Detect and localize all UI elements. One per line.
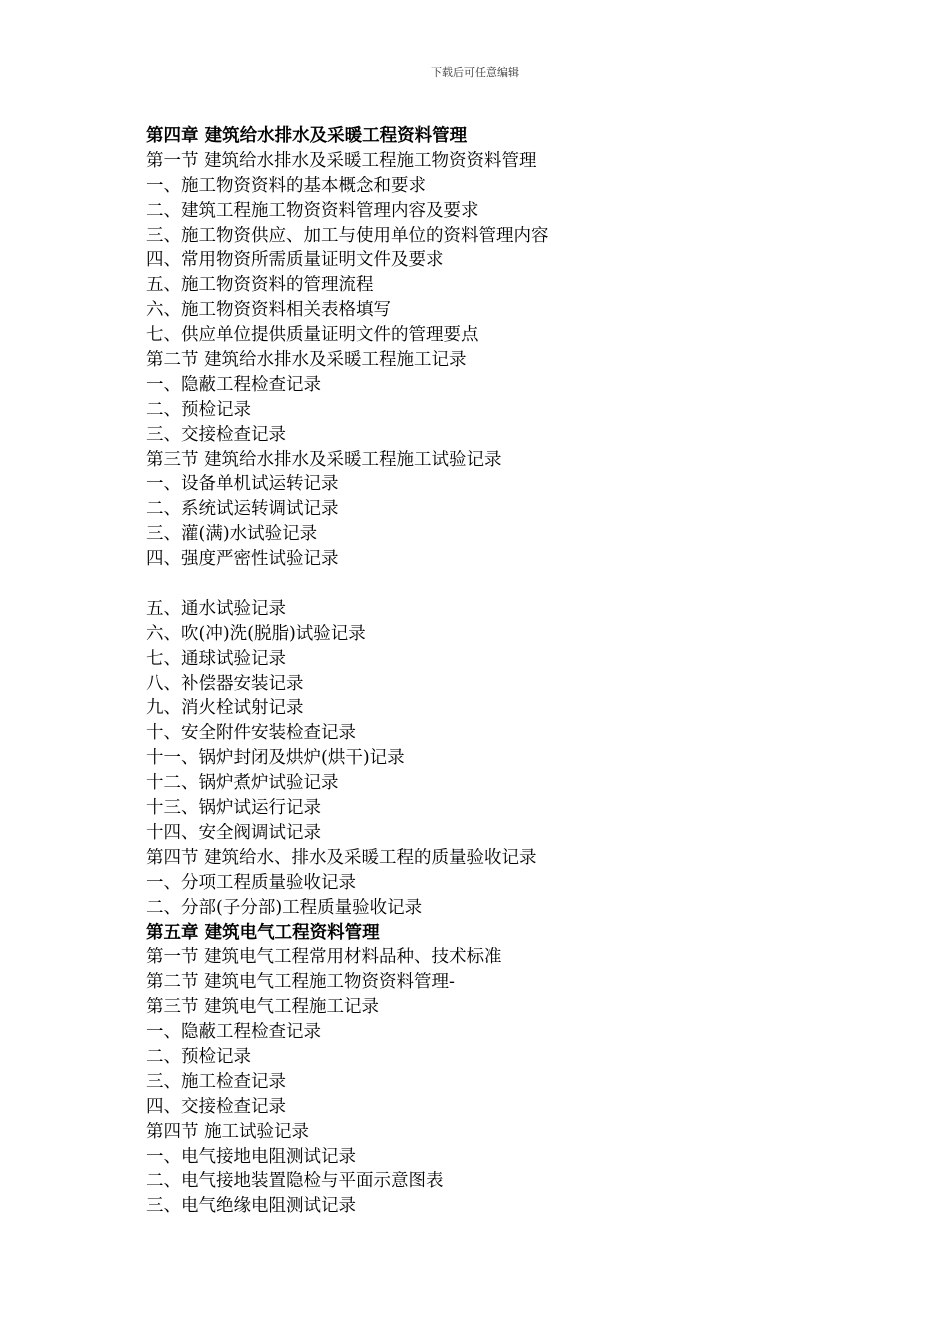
outline-line: 五、施工物资资料的管理流程 (146, 275, 374, 296)
outline-line: 四、交接检查记录 (146, 1096, 286, 1117)
outline-line: 一、隐蔽工程检查记录 (146, 1022, 321, 1043)
outline-line: 一、施工物资资料的基本概念和要求 (146, 175, 426, 196)
chapter-heading: 第五章 建筑电气工程资料管理 (146, 922, 380, 943)
outline-line: 六、施工物资资料相关表格填写 (146, 300, 391, 321)
outline-line: 十一、锅炉封闭及烘炉(烘干)记录 (146, 748, 405, 769)
outline-line: 七、通球试验记录 (146, 648, 286, 669)
outline-line: 第三节 建筑给水排水及采暖工程施工试验记录 (146, 449, 502, 470)
outline-line: 第一节 建筑给水排水及采暖工程施工物资资料管理 (146, 150, 537, 171)
outline-line: 六、吹(冲)洗(脱脂)试验记录 (146, 623, 366, 644)
outline-line: 十、安全附件安装检查记录 (146, 723, 356, 744)
outline-line: 十三、锅炉试运行记录 (146, 798, 321, 819)
outline-line: 七、供应单位提供质量证明文件的管理要点 (146, 325, 479, 346)
document-body (146, 124, 866, 1219)
outline-line: 九、消火栓试射记录 (146, 698, 304, 719)
outline-line: 二、系统试运转调试记录 (146, 499, 339, 520)
outline-line: 第四节 施工试验记录 (146, 1121, 310, 1142)
chapter-heading: 第四章 建筑给水排水及采暖工程资料管理 (146, 126, 468, 146)
outline-line: 第四节 建筑给水、排水及采暖工程的质量验收记录 (146, 847, 537, 868)
outline-line: 第二节 建筑电气工程施工物资资料管理- (146, 972, 455, 993)
outline-line: 第一节 建筑电气工程常用材料品种、技术标准 (146, 947, 502, 968)
outline-line: 三、灌(满)水试验记录 (146, 524, 318, 545)
outline-line: 一、电气接地电阻测试记录 (146, 1146, 356, 1167)
outline-line: 一、隐蔽工程检查记录 (146, 374, 321, 395)
outline-line: 三、施工物资供应、加工与使用单位的资料管理内容 (146, 225, 549, 246)
outline-line: 三、施工检查记录 (146, 1071, 286, 1092)
outline-line: 十四、安全阀调试记录 (146, 822, 321, 843)
outline-line: 二、预检记录 (146, 399, 251, 420)
page-header-note: 下载后可任意编辑 (431, 66, 519, 79)
blank-line (146, 572, 866, 597)
outline-line: 一、分项工程质量验收记录 (146, 872, 356, 893)
outline-line: 四、强度严密性试验记录 (146, 549, 339, 570)
outline-line: 第二节 建筑给水排水及采暖工程施工记录 (146, 350, 467, 371)
outline-line: 一、设备单机试运转记录 (146, 474, 339, 495)
outline-line: 二、分部(子分部)工程质量验收记录 (146, 897, 423, 918)
outline-line: 三、电气绝缘电阻测试记录 (146, 1196, 356, 1217)
outline-line: 四、常用物资所需质量证明文件及要求 (146, 250, 444, 271)
outline-line: 二、预检记录 (146, 1046, 251, 1067)
outline-line: 五、通水试验记录 (146, 598, 286, 619)
outline-line: 十二、锅炉煮炉试验记录 (146, 773, 339, 794)
outline-line: 二、建筑工程施工物资资料管理内容及要求 (146, 200, 479, 221)
outline-line: 第三节 建筑电气工程施工记录 (146, 997, 380, 1018)
outline-line: 八、补偿器安装记录 (146, 673, 304, 694)
outline-line: 三、交接检查记录 (146, 424, 286, 445)
outline-line: 二、电气接地装置隐检与平面示意图表 (146, 1171, 444, 1192)
